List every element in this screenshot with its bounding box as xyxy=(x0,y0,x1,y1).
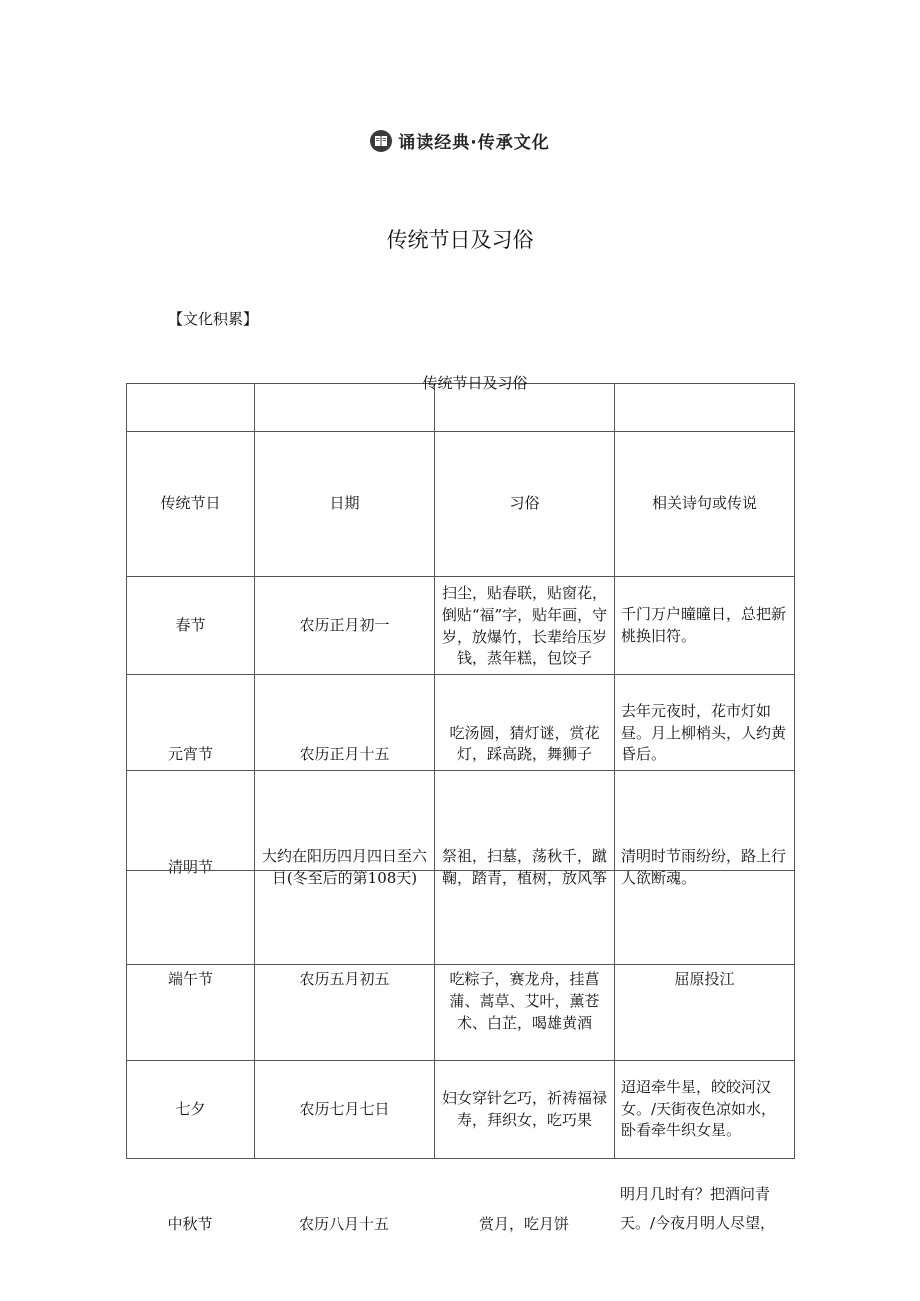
date-cell: 农历七月七日 xyxy=(255,1061,435,1159)
page-title: 传统节日及习俗 xyxy=(386,228,534,252)
date-cell: 农历正月初一 xyxy=(255,577,435,675)
date-cell: 农历五月初五 xyxy=(255,965,435,1061)
customs-cell: 赏月，吃月饼 xyxy=(478,1215,569,1233)
date-cell: 大约在阳历四月四日至六日(冬至后的第108天) xyxy=(255,771,435,965)
column-header: 习俗 xyxy=(435,432,615,577)
customs-cell: 扫尘，贴春联，贴窗花，倒贴“福”字，贴年画，守岁，放爆竹，长辈给压岁钱，蒸年糕，包饺子 xyxy=(435,577,615,675)
customs-cell: 吃粽子，赛龙舟，挂菖蒲、蒿草、艾叶，薰苍术、白芷，喝雄黄酒 xyxy=(435,965,615,1061)
table-caption: 传统节日及习俗 xyxy=(422,374,528,392)
festival-cell: 清明节 xyxy=(127,771,255,965)
table-row xyxy=(127,577,795,675)
date-cell: 农历正月十五 xyxy=(255,675,435,771)
festival-cell: 中秋节 xyxy=(167,1215,213,1233)
table-header-row xyxy=(127,432,795,577)
poem-cell: 迢迢牵牛星，皎皎河汉女。/天街夜色凉如水，卧看牵牛织女星。 xyxy=(615,1061,795,1159)
table-row xyxy=(127,771,795,965)
table-row xyxy=(127,675,795,771)
customs-cell: 妇女穿针乞巧，祈祷福禄寿，拜织女，吃巧果 xyxy=(435,1061,615,1159)
poem-cell: 明月几时有？把酒问青天。/今夜月明人尽望， xyxy=(620,1185,776,1232)
poem-cell: 清明时节雨纷纷，路上行人欲断魂。 xyxy=(615,771,795,965)
festival-cell: 春节 xyxy=(127,577,255,675)
festival-table xyxy=(126,383,795,1159)
table-row xyxy=(126,1180,794,1260)
header-badge-text: 诵读经典·传承文化 xyxy=(398,133,550,153)
book-icon xyxy=(370,130,392,152)
section-label: 【文化积累】 xyxy=(168,310,259,328)
column-header: 相关诗句或传说 xyxy=(615,432,795,577)
column-header: 传统节日 xyxy=(127,432,255,577)
table-divider xyxy=(126,870,794,871)
table-row xyxy=(127,1061,795,1159)
customs-cell: 祭祖，扫墓，荡秋千，蹴鞠，踏青，植树，放风筝 xyxy=(435,771,615,965)
poem-cell: 千门万户曈曈日，总把新桃换旧符。 xyxy=(615,577,795,675)
date-cell: 农历八月十五 xyxy=(298,1215,389,1233)
festival-cell: 端午节 xyxy=(127,965,255,1061)
customs-cell: 吃汤圆，猜灯谜，赏花灯，踩高跷，舞狮子 xyxy=(435,675,615,771)
poem-cell: 去年元夜时，花市灯如昼。月上柳梢头，人约黄昏后。 xyxy=(615,675,795,771)
table-row xyxy=(127,965,795,1061)
header-badge xyxy=(0,128,920,153)
festival-cell: 七夕 xyxy=(127,1061,255,1159)
festival-cell: 元宵节 xyxy=(127,675,255,771)
column-header: 日期 xyxy=(255,432,435,577)
poem-cell: 屈原投江 xyxy=(615,965,795,1061)
